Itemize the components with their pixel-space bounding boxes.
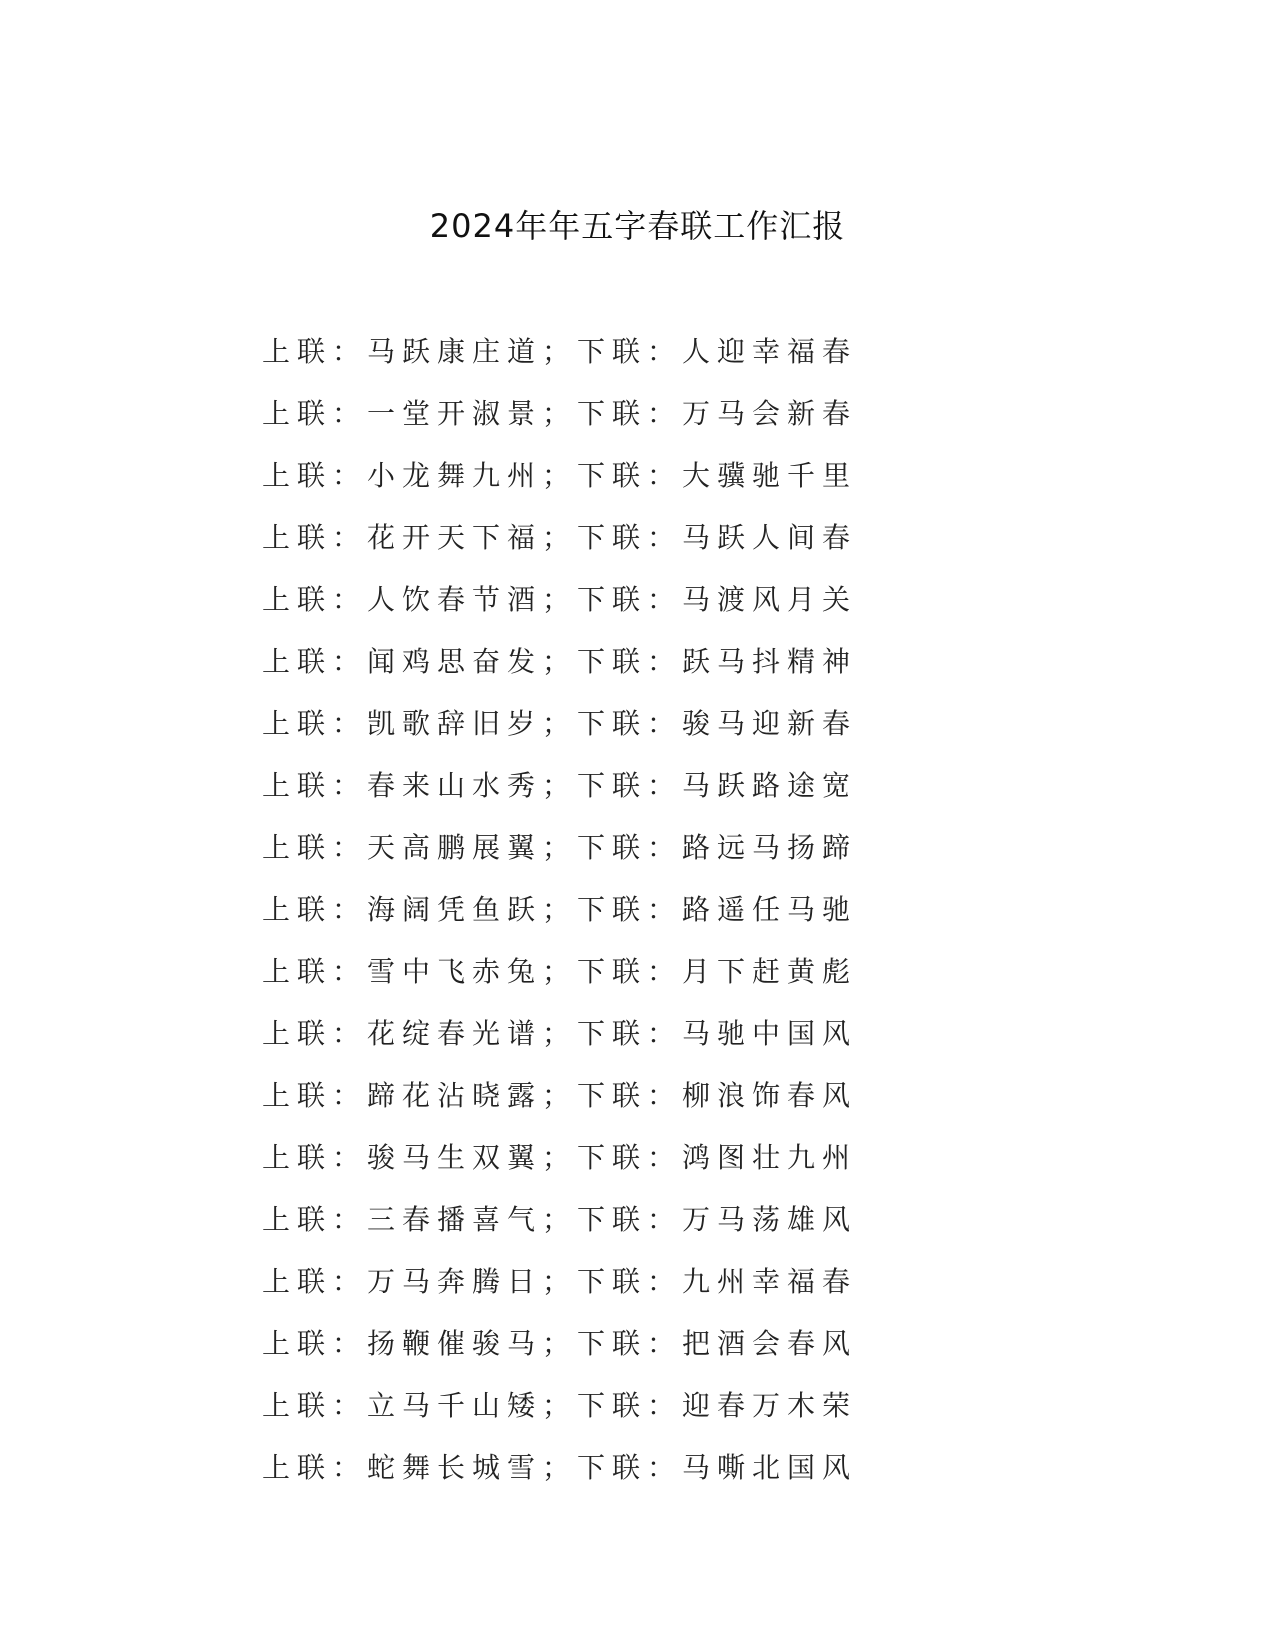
couplet-line: 上联：蹄花沾晓露；下联：柳浪饰春风 [262,1079,858,1112]
couplet-line: 上联：蛇舞长城雪；下联：马嘶北国风 [262,1451,858,1484]
couplet-line: 上联：立马千山矮；下联：迎春万木荣 [262,1389,858,1422]
couplet-line: 上联：天高鹏展翼；下联：路远马扬蹄 [262,831,858,864]
couplet-line: 上联：闻鸡思奋发；下联：跃马抖精神 [262,645,858,678]
couplet-line: 上联：雪中飞赤兔；下联：月下赶黄彪 [262,955,858,988]
couplet-line: 上联：凯歌辞旧岁；下联：骏马迎新春 [262,707,858,740]
couplet-line: 上联：春来山水秀；下联：马跃路途宽 [262,769,858,802]
couplet-line: 上联：花开天下福；下联：马跃人间春 [262,521,858,554]
couplet-line: 上联：人饮春节酒；下联：马渡风月关 [262,583,858,616]
couplet-line: 上联：骏马生双翼；下联：鸿图壮九州 [262,1141,858,1174]
couplet-line: 上联：花绽春光谱；下联：马驰中国风 [262,1017,858,1050]
couplet-line: 上联：一堂开淑景；下联：万马会新春 [262,397,858,430]
couplet-line: 上联：马跃康庄道；下联：人迎幸福春 [262,335,858,368]
couplet-line: 上联：小龙舞九州；下联：大骥驰千里 [262,459,858,492]
couplet-line: 上联：扬鞭催骏马；下联：把酒会春风 [262,1327,858,1360]
couplet-line: 上联：三春播喜气；下联：万马荡雄风 [262,1203,858,1236]
couplet-line: 上联：海阔凭鱼跃；下联：路遥任马驰 [262,893,858,926]
couplet-list [262,330,857,1508]
couplet-line: 上联：万马奔腾日；下联：九州幸福春 [262,1265,858,1298]
document-title: 2024年年五字春联工作汇报 [429,207,846,245]
